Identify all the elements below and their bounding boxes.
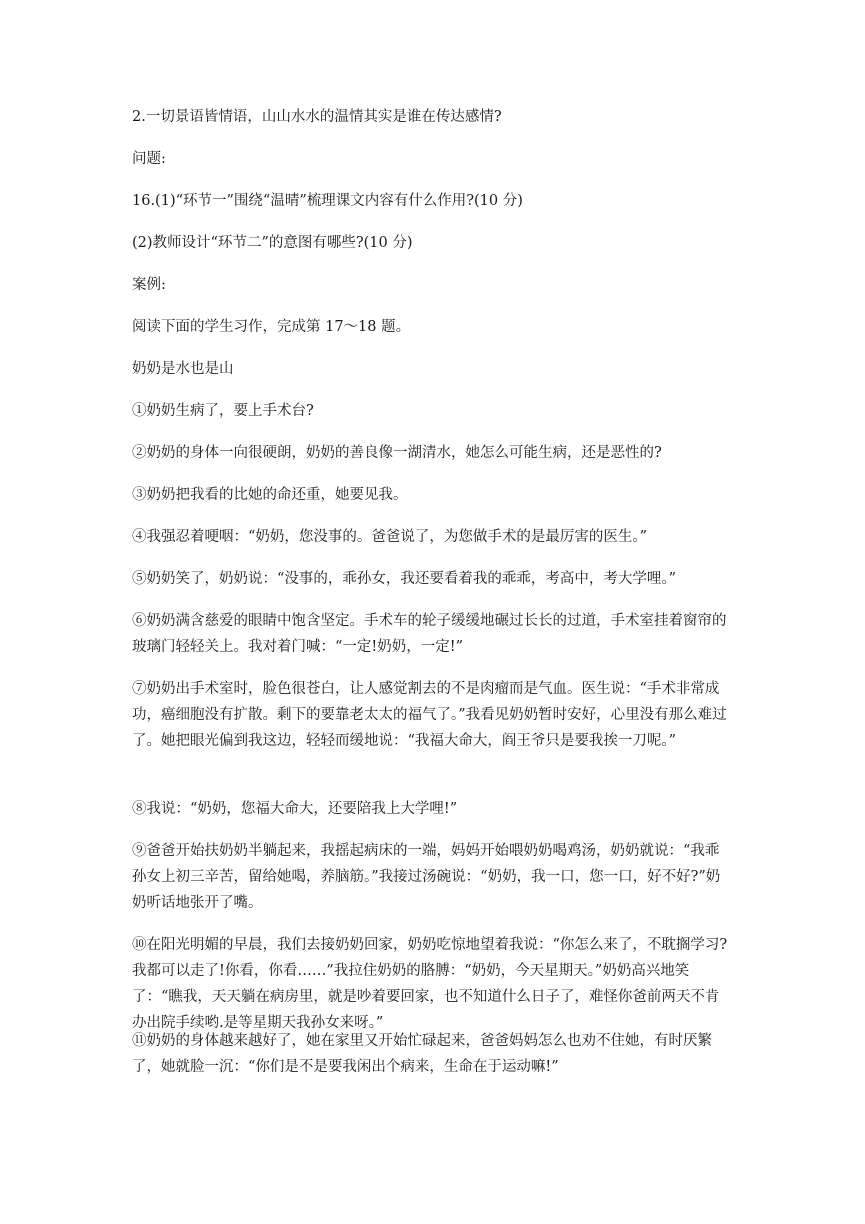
- essay-paragraph-7: ⑦奶奶出手术室时，脸色很苍白，让人感觉割去的不是肉瘤而是气血。医生说：“手术非常成功，癌细胞没有扩散。剩下的要靠老太太的福气了。”我看见奶奶暂时安好，心里没有那么难过了。她把眼光偏到我这边，轻轻而缓地说：“我福大命大，阎王爷只是要我挨一刀呢。”: [132, 681, 727, 749]
- essay-paragraph-10: ⑩在阳光明媚的早晨，我们去接奶奶回家，奶奶吃惊地望着我说：“你怎么来了，不耽搁学习?我都可以走了!你看，你看……”我拉住奶奶的胳膊：“奶奶，今天星期天。”奶奶高兴地笑了：“瞧我，天天躺在病房里，就是吵着要回家，也不知道什么日子了，难怪你爸前两天不肯办出院手续哟.是等星期天我孙女来呀。”: [132, 937, 728, 1031]
- question-16-part-2: (2)教师设计“环节二”的意图有哪些?(10 分): [132, 235, 413, 251]
- reading-instruction: 阅读下面的学生习作，完成第 17～18 题。: [132, 319, 411, 335]
- essay-paragraph-4: ④我强忍着哽咽：“奶奶，您没事的。爸爸说了，为您做手术的是最厉害的医生。”: [132, 529, 648, 545]
- case-heading: 案例:: [132, 277, 166, 293]
- essay-paragraph-6: ⑥奶奶满含慈爱的眼睛中饱含坚定。手术车的轮子缓缓地碾过长长的过道，手术室挂着窗帘的玻璃门轻轻关上。我对着门喊：“一定!奶奶，一定!”: [132, 613, 727, 655]
- essay-paragraph-11: ⑪奶奶的身体越来越好了，她在家里又开始忙碌起来，爸爸妈妈怎么也劝不住她，有时厌繁了，她就脸一沉：“你们是不是要我闲出个病来，生命在于运动嘛!”: [132, 1033, 712, 1075]
- essay-paragraph-2: ②奶奶的身体一向很硬朗，奶奶的善良像一湖清水，她怎么可能生病，还是恶性的?: [132, 445, 662, 461]
- question-16-part-1: 16.(1)“环节一”围绕“温晴”梳理课文内容有什么作用?(10 分): [132, 193, 523, 209]
- questions-heading: 问题:: [132, 151, 166, 167]
- question-2: 2.一切景语皆情语，山山水水的温情其实是谁在传达感情?: [132, 109, 502, 125]
- essay-paragraph-1: ①奶奶生病了，要上手术台?: [132, 403, 314, 419]
- essay-paragraph-3: ③奶奶把我看的比她的命还重，她要见我。: [132, 487, 408, 503]
- essay-title: 奶奶是水也是山: [132, 361, 234, 377]
- essay-paragraph-8: ⑧我说：“奶奶，您福大命大，还要陪我上大学哩!”: [132, 801, 458, 817]
- essay-paragraph-5: ⑤奶奶笑了，奶奶说：“没事的，乖孙女，我还要看着我的乖乖，考高中，考大学哩。”: [132, 571, 677, 587]
- essay-paragraph-9: ⑨爸爸开始扶奶奶半躺起来，我摇起病床的一端，妈妈开始喂奶奶喝鸡汤，奶奶就说：“我乖孙女上初三辛苦，留给她喝，养脑筋。”我接过汤碗说：“奶奶，我一口，您一口，好不好?”奶奶听话地张开了嘴。: [132, 843, 721, 911]
